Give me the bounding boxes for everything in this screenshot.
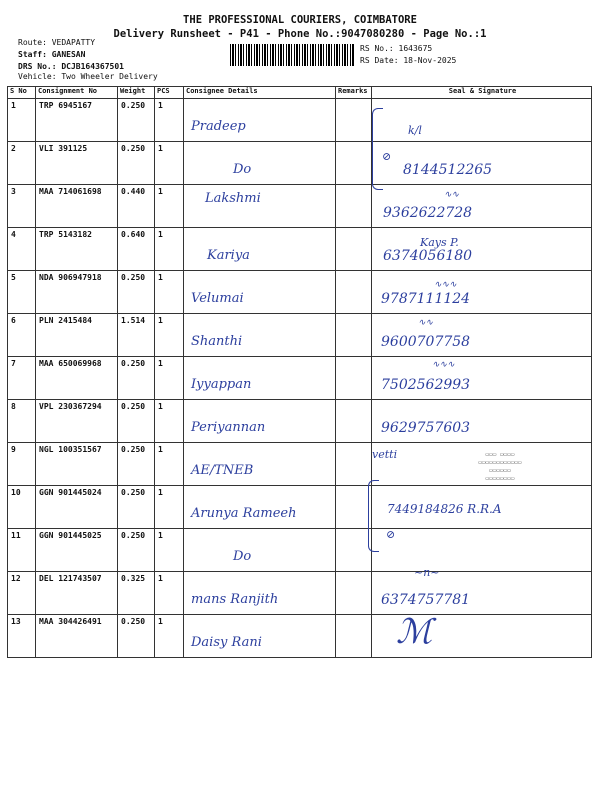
runsheet-table [7,86,592,658]
weight-cell: 0.250 [118,443,155,486]
drs-number: DRS No.: DCJB164367501 [18,62,124,71]
signature-cell [372,400,592,443]
weight-cell: 0.250 [118,142,155,185]
consignee-handwriting: Shanthi [191,334,243,349]
remarks-cell [336,400,372,443]
signature-scribble: ∿∿ [444,190,460,200]
sno-cell: 13 [8,615,36,658]
sno-cell: 6 [8,314,36,357]
consignment-cell: GGN 901445024 [36,486,118,529]
consignee-handwriting: AE/TNEB [191,463,254,478]
consignee-cell [184,271,336,314]
consignee-cell [184,142,336,185]
signature-handwriting: 9600707758 [381,334,471,350]
consignee-cell [184,314,336,357]
sno-cell: 9 [8,443,36,486]
weight-cell: 0.250 [118,99,155,142]
consignee-handwriting: Do [233,162,252,177]
sno-cell: 8 [8,400,36,443]
consignee-handwriting: Velumai [191,291,244,306]
consignment-cell: TRP 6945167 [36,99,118,142]
signature-scribble: ∿∿ [418,318,434,328]
signature-cell [372,271,592,314]
brace-mark [368,480,379,552]
weight-cell: 0.250 [118,357,155,400]
pcs-cell: 1 [155,142,184,185]
weight-cell: 1.514 [118,314,155,357]
consignment-cell: VPL 230367294 [36,400,118,443]
pcs-cell: 1 [155,228,184,271]
route-label: Route: VEDAPATTY [18,38,96,47]
signature-scribble: ℳ [396,612,433,652]
table-header-row [8,87,592,99]
consignee-handwriting: Lakshmi [205,191,261,206]
consignee-handwriting: Iyyappan [191,377,252,392]
pcs-cell: 1 [155,185,184,228]
weight-cell: 0.640 [118,228,155,271]
signature-cell [372,486,592,529]
signature-handwriting: 6374056180 [383,248,473,264]
col-weight: Weight [118,87,155,99]
signature-cell [372,99,592,142]
weight-cell: 0.250 [118,615,155,658]
pcs-cell: 1 [155,615,184,658]
weight-cell: 0.325 [118,572,155,615]
sno-cell: 1 [8,99,36,142]
signature-handwriting: 7449184826 R.R.A [387,502,502,516]
consignee-cell [184,443,336,486]
consignee-handwriting: Do [233,549,252,564]
sno-cell: 5 [8,271,36,314]
consignment-cell: MAA 714061698 [36,185,118,228]
consignment-cell: DEL 121743507 [36,572,118,615]
pcs-cell: 1 [155,443,184,486]
pcs-cell: 1 [155,400,184,443]
sno-cell: 4 [8,228,36,271]
col-pcs: PCS [155,87,184,99]
pcs-cell: 1 [155,529,184,572]
table-row [8,314,592,357]
signature-handwriting: 7502562993 [381,377,471,393]
pcs-cell: 1 [155,314,184,357]
consignee-cell [184,572,336,615]
pcs-cell: 1 [155,357,184,400]
table-row [8,572,592,615]
consignee-cell [184,615,336,658]
col-consignment: Consignment No [36,87,118,99]
signature-cell [372,357,592,400]
pcs-cell: 1 [155,99,184,142]
remarks-cell [336,615,372,658]
signature-cell [372,142,592,185]
barcode [230,44,355,66]
signature-cell [372,185,592,228]
table-row [8,271,592,314]
company-title: THE PROFESSIONAL COURIERS, COIMBATORE [183,14,417,26]
staff-label: Staff: GANESAN [18,50,86,59]
sno-cell: 3 [8,185,36,228]
consignment-cell: MAA 650069968 [36,357,118,400]
weight-cell: 0.250 [118,486,155,529]
remarks-cell [336,357,372,400]
consignee-handwriting: Kariya [207,248,250,263]
remarks-cell [336,271,372,314]
table-row [8,486,592,529]
signature-handwriting: 9629757603 [381,420,471,436]
table-row [8,529,592,572]
rs-date: RS Date: 18-Nov-2025 [360,56,457,65]
consignee-handwriting: Daisy Rani [191,635,262,650]
signature-scribble: ⊘ [382,150,392,163]
table-row [8,400,592,443]
consignment-cell: NDA 906947918 [36,271,118,314]
consignee-handwriting: Pradeep [191,119,246,134]
consignment-cell: PLN 2415484 [36,314,118,357]
weight-cell: 0.250 [118,271,155,314]
consignee-handwriting: mans Ranjith [191,592,279,607]
signature-handwriting: 9787111124 [381,291,471,307]
table-row [8,142,592,185]
consignee-cell [184,400,336,443]
table-row [8,185,592,228]
sno-cell: 2 [8,142,36,185]
signature-cell [372,314,592,357]
sno-cell: 11 [8,529,36,572]
sno-cell: 7 [8,357,36,400]
signature-scribble: ⊘ [386,528,396,541]
pcs-cell: 1 [155,486,184,529]
col-consignee: Consignee Details [184,87,336,99]
remarks-cell [336,486,372,529]
signature-cell [372,572,592,615]
col-sno: S No [8,87,36,99]
pcs-cell: 1 [155,271,184,314]
table-row [8,99,592,142]
consignment-cell: TRP 5143182 [36,228,118,271]
consignee-handwriting: Periyannan [191,420,266,435]
consignment-cell: GGN 901445025 [36,529,118,572]
remarks-cell [336,99,372,142]
weight-cell: 0.440 [118,185,155,228]
signature-handwriting: 6374757781 [381,592,471,608]
rs-number: RS No.: 1643675 [360,44,433,53]
signature-scribble: ~n~ [414,566,440,579]
table-row [8,357,592,400]
sno-cell: 10 [8,486,36,529]
consignment-cell: VLI 391125 [36,142,118,185]
col-signature: Seal & Signature [372,87,592,99]
consignee-cell [184,529,336,572]
signature-handwriting: 8144512265 [403,162,493,178]
runsheet-title: Delivery Runsheet - P41 - Phone No.:9047080280 - Page No.:1 [113,28,487,40]
consignee-handwriting: Arunya Rameeh [191,506,297,521]
remarks-cell [336,443,372,486]
signature-cell [372,228,592,271]
consignee-cell [184,185,336,228]
signature-scribble: vetti [372,448,398,461]
signature-cell [372,529,592,572]
weight-cell: 0.250 [118,529,155,572]
weight-cell: 0.250 [118,400,155,443]
signature-scribble: Kays P. [420,236,459,249]
pcs-cell: 1 [155,572,184,615]
office-stamp: ▭▭▭ ▭▭▭▭ ▭▭▭▭▭▭▭▭▭▭▭▭ ▭▭▭▭▭▭ ▭▭▭▭▭▭▭▭ [478,451,522,482]
consignee-cell [184,486,336,529]
consignee-cell [184,99,336,142]
table-row [8,615,592,658]
consignment-cell: NGL 100351567 [36,443,118,486]
consignee-cell [184,357,336,400]
vehicle-label: Vehicle: Two Wheeler Delivery [18,72,158,81]
signature-scribble: ∿∿∿ [432,360,455,370]
signature-scribble: ∿∿∿ [434,280,457,290]
table-row [8,228,592,271]
signature-scribble: k/l [408,124,422,137]
remarks-cell [336,572,372,615]
consignment-cell: MAA 304426491 [36,615,118,658]
brace-mark [372,108,383,190]
consignee-cell [184,228,336,271]
signature-handwriting: 9362622728 [383,205,473,221]
remarks-cell [336,314,372,357]
sno-cell: 12 [8,572,36,615]
col-remarks: Remarks [336,87,372,99]
